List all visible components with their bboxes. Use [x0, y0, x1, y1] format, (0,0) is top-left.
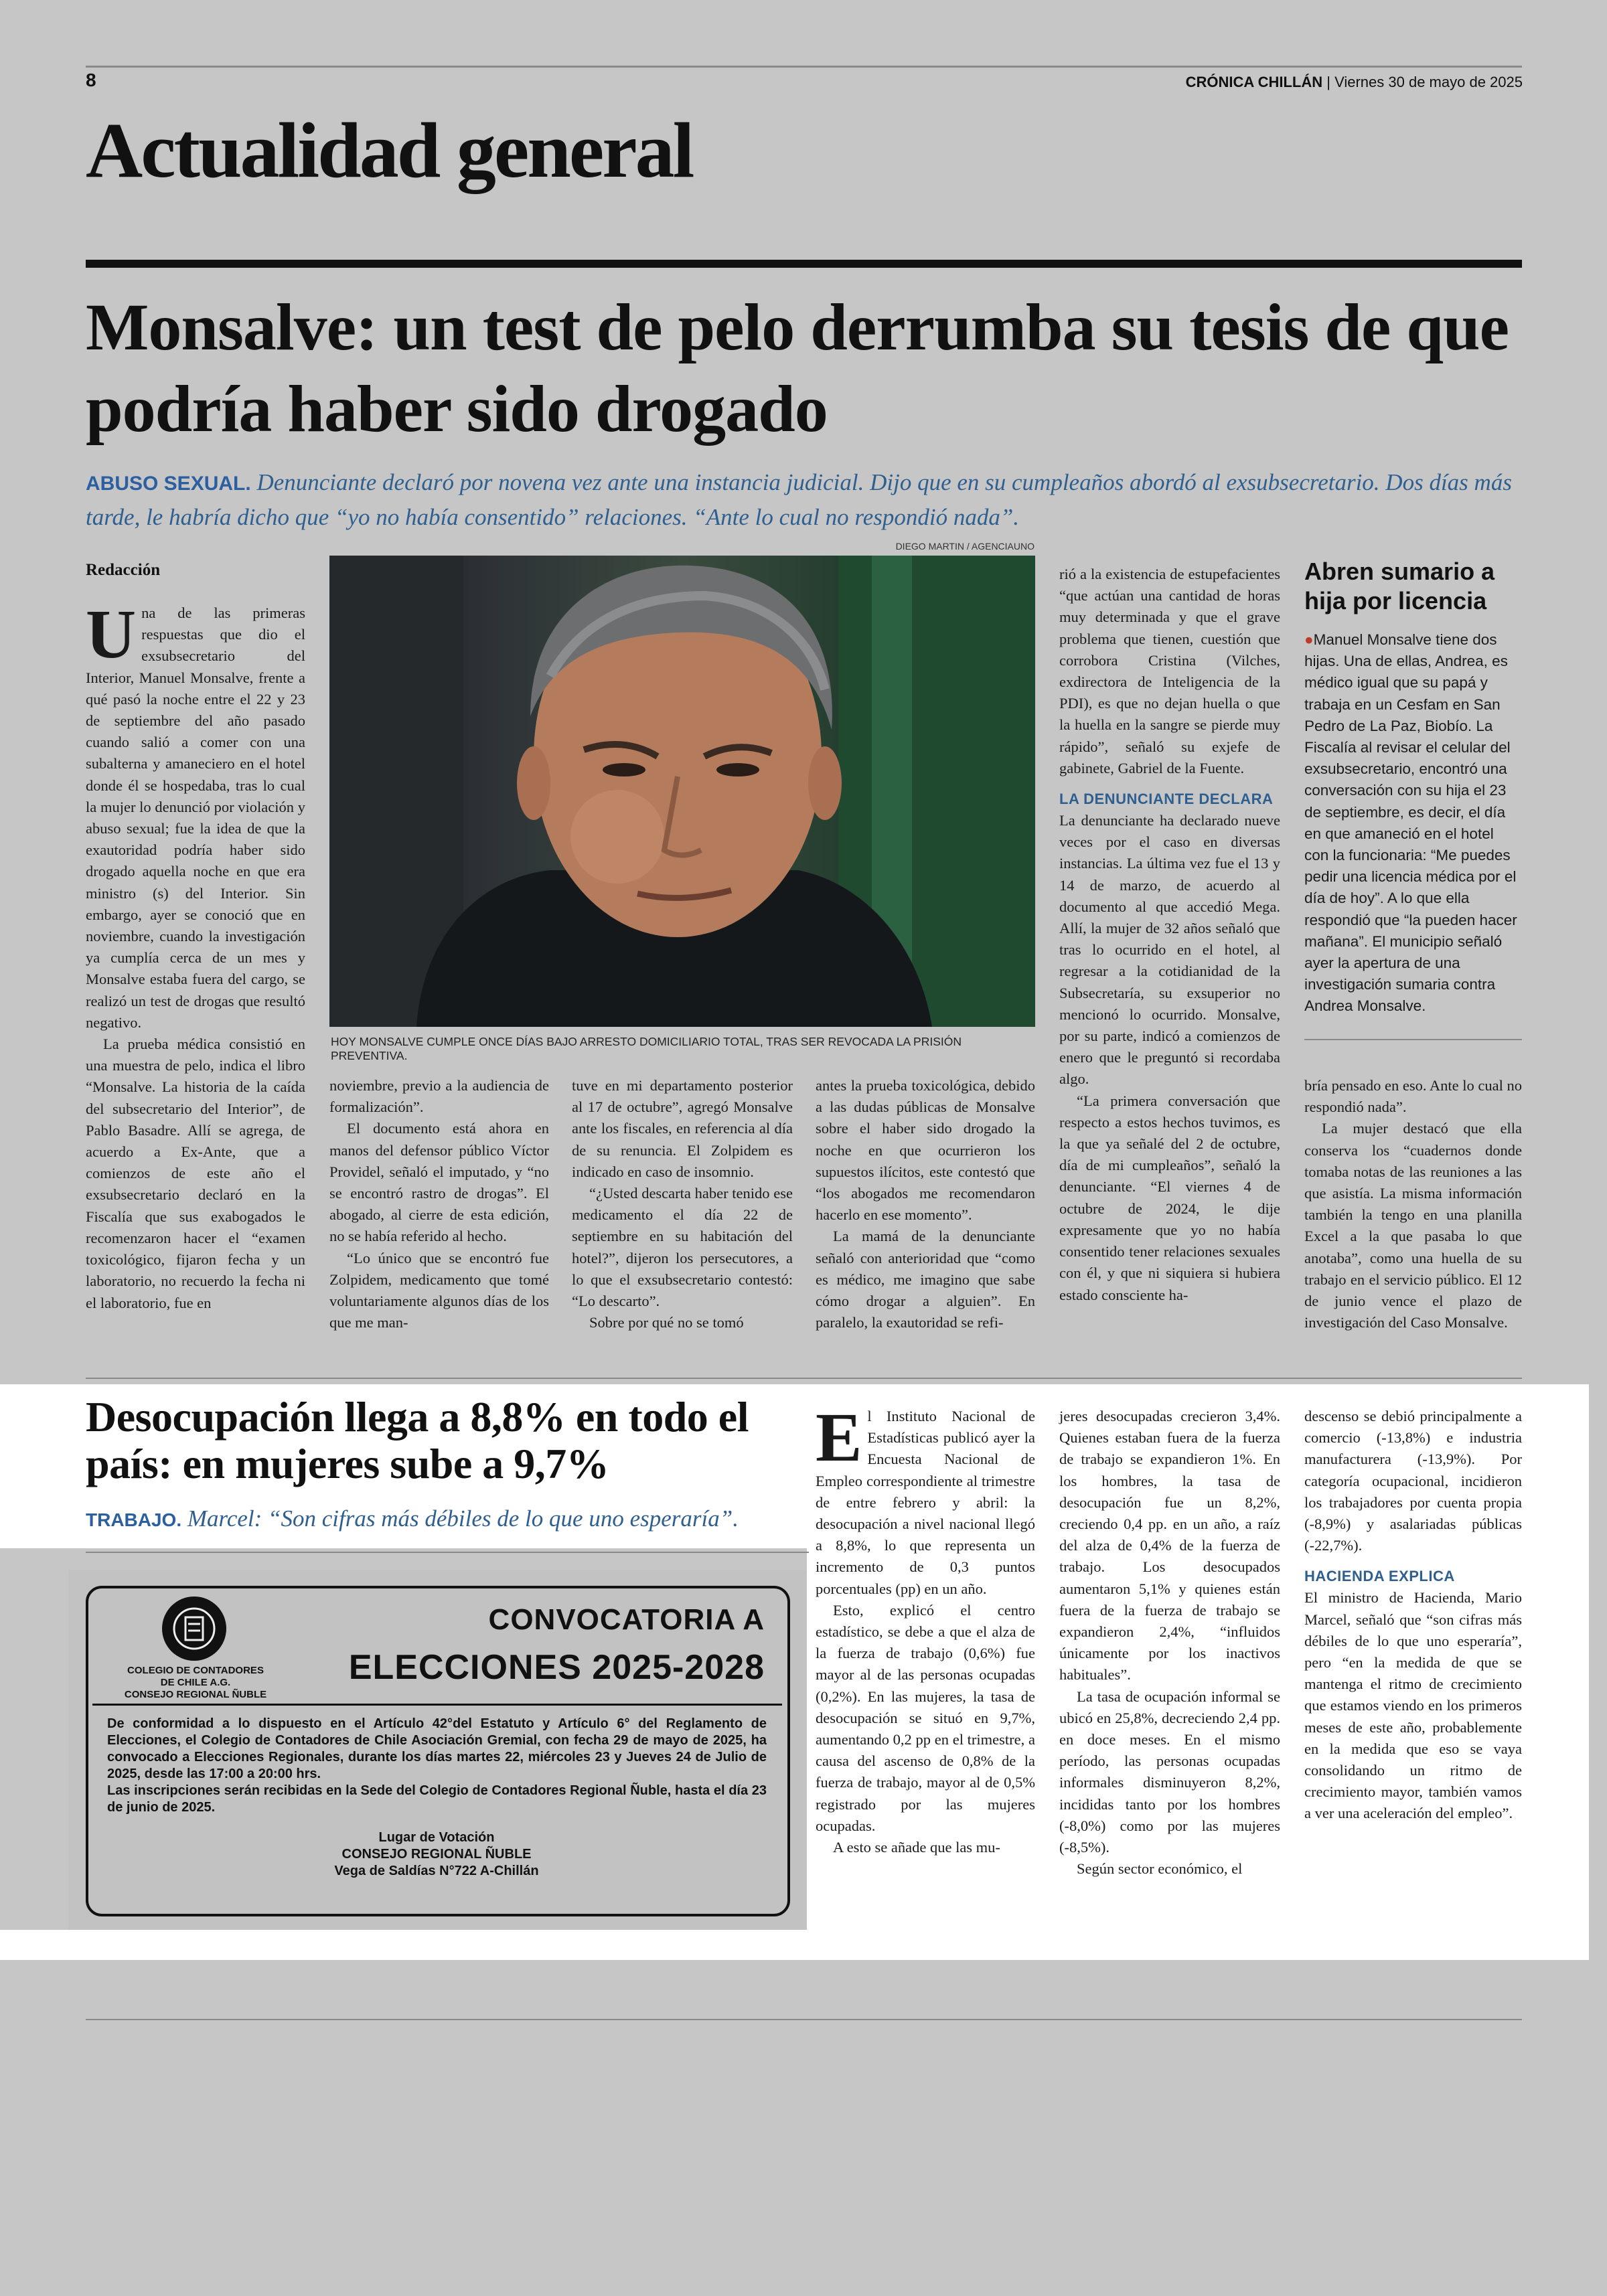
- second-col2-p1: jeres desocupadas crecieron 3,4%. Quienes estaban fuera de la fuerza de trabajo se expandieron 1%. En los hombres, la tasa de desocupación fue un 8,2%, creciendo 0,4 pp. en un año, a raíz del alza de 0,4% de la fuerza de trabajo. Los desocupados aumentaron 5,1% y quienes están fuera de la fuerza de trabajo se expandieron 2,4%, “influidos únicamente por los inactivos habituales”.: [1059, 1408, 1280, 1684]
- page-number: 8: [86, 70, 96, 90]
- main-col2-p1: noviembre, previo a la audiencia de formalización”.: [329, 1077, 549, 1116]
- main-col1-p1: na de las primeras respuestas que dio el exsubsecretario del Interior, Manuel Monsalve, frente a qué pasó la noche entre el 22 y 23 de septiembre del año pasado cuando salió a comer con una subalterna y amaneciero en el hotel donde él se hospedaba, tras lo cual la mujer lo denunció por violación y abuso sexual; fue la idea de que la exautoridad podría haber sido drogado aquella noche en que era ministro (s) del Interior. Sin embargo, ayer se conoció que en noviembre, cuando la investigación ya cumplía cerca de un mes y Monsalve estaba fuera del cargo, se realizó un test de drogas que resultó negativo.: [86, 604, 305, 1031]
- second-column-1: [816, 1399, 1035, 1858]
- ad-org-line1: COLEGIO DE CONTADORES: [127, 1665, 264, 1676]
- second-col3-p1: descenso se debió principalmente a comercio (-13,8%) e industria manufacturera (-13,9%). Por categoría ocupacional, incidieron los trabajadores por cuenta propia (-8,9%) y asalariadas públicas (-22,7%).: [1304, 1408, 1522, 1554]
- monsalve-photo: [329, 556, 1035, 1027]
- second-col2-p3: Según sector económico, el: [1077, 1860, 1243, 1878]
- main-col4-p1: antes la prueba toxicológica, debido a las dudas públicas de Monsalve sobre el haber sido drogado la noche en que ocurrieron los supuestos ilícitos, este contestó que “los abogados me recomendaron hacerlo en ese momento”.: [816, 1077, 1035, 1224]
- ad-org-line2: DE CHILE A.G.: [160, 1677, 231, 1688]
- main-col3-p1: tuve en mi departamento posterior al 17 de octubre”, agregó Monsalve ante los fiscales, en referencia al día de su renuncia. El Zolpidem es indicado en caso de insomnio.: [572, 1077, 793, 1180]
- sidebar-bullet-icon: ●: [1304, 631, 1314, 648]
- sidebar-body-text: Manuel Monsalve tiene dos hijas. Una de ellas, Andrea, es médico igual que su papá y trabaja en un Cesfam en San Pedro de La Paz, Biobío. La Fiscalía al revisar el celular del exsubsecretario, encontró una conversación con su hija el 23 de septiembre, es decir, el día en que amaneció en el hotel con la funcionaria: “Me puedes pedir una licencia médica por el día de hoy”. A lo que ella respondió que “la pueden hacer mañana”. El municipio señaló ayer la apertura de una investigación sumaria contra Andrea Monsalve.: [1304, 631, 1517, 1015]
- ad-box: [68, 1570, 806, 1930]
- main-col2-p2: El documento está ahora en manos del defensor público Víctor Providel, señaló el imputado, y “no se encontró rastro de drogas”. El abogado, al cierre de esta edición, no se había referido al hecho.: [329, 1120, 549, 1245]
- top-rule: [86, 66, 1522, 68]
- main-deck: [86, 466, 1519, 534]
- ad-body-text-2: Las inscripciones serán recibidas en la Sede del Colegio de Contadores Regional Ñuble, hasta el día 23 de junio de 2025.: [107, 1783, 767, 1815]
- ad-org-name: [115, 1665, 276, 1701]
- headline-top-rule: [86, 260, 1522, 268]
- second-headline: Desocupación llega a 8,8% en todo el país: en mujeres sube a 9,7%: [86, 1393, 749, 1487]
- main-deck-text: Denunciante declaró por novena vez ante una instancia judicial. Dijo que en su cumpleaños abordó al exsubsecretario. Dos días más tarde, le habría dicho que “yo no había consentido” relaciones. “Ante lo cual no respondió nada”.: [86, 469, 1512, 530]
- ad-logo: [162, 1596, 226, 1661]
- second-col1-p2: Esto, explicó el centro estadístico, se debe a que el alza de la fuerza de trabajo (0,6%) fue mayor al de las personas ocupadas (0,2%). En las mujeres, la tasa de desocupación se situó en 9,7%, aumentando 0,2 pp en el trimestre, a causa del ascenso de 0,8% de la fuerza de trabajo, mayor al de 0,5% registrado por las mujeres ocupadas.: [816, 1601, 1035, 1834]
- ad-org-line3: CONSEJO REGIONAL ÑUBLE: [124, 1689, 267, 1700]
- main-column-5: [1059, 564, 1280, 1306]
- main-column-1: [86, 596, 305, 1314]
- second-deck-text: Marcel: “Son cifras más débiles de lo que uno esperaría”.: [187, 1505, 739, 1532]
- sidebar-title: Abren sumario a hija por licencia: [1304, 558, 1495, 614]
- article-divider: [86, 1378, 1522, 1379]
- portrait-illustration: [329, 556, 1035, 1027]
- second-col3-p2: El ministro de Hacienda, Mario Marcel, señaló que “son cifras más débiles de lo que uno esperaría”, pero “en la medida de que se mantenga el ritmo de crecimiento que estamos viendo en los primeros meses de este año, probablemente en la medida que eso se vaya consolidando un ritmo de crecimiento mayor, también vamos a ver una aceleración del empleo”.: [1304, 1589, 1522, 1822]
- second-col1-p3: A esto se añade que las mu-: [833, 1839, 1000, 1856]
- ad-seal-icon: [171, 1605, 218, 1652]
- ad-vote-address: Vega de Saldías N°722 A-Chillán: [334, 1864, 539, 1878]
- main-column-2: [329, 1075, 549, 1333]
- issue-date: Viernes 30 de mayo de 2025: [1334, 74, 1523, 90]
- second-deck-rule: [86, 1552, 809, 1553]
- second-deck: [86, 1503, 809, 1536]
- main-col5-p2: La denunciante ha declarado nueve veces por el caso en diversas instancias. La última vez fue el 13 y 14 de marzo, de acuerdo al documento al que accedió Mega. Allí, la mujer de 32 años señaló que tras lo ocurrido en el hotel, al regresar a la cotidianidad de la Subsecretaría, su exsuperior no mencionó lo ocurrido. Monsalve, por su parte, indicó a comienzos de enero que le preguntó si recordaba algo.: [1059, 812, 1280, 1088]
- second-col2-p2: La tasa de ocupación informal se ubicó en 25,8%, decreciendo 2,4 pp. en doce meses. En el mismo período, las personas ocupadas informales disminuyeron 8,2%, incididas tanto por los hombres (-8,0%) como por las mujeres (-8,5%).: [1059, 1688, 1280, 1856]
- main-column-3: [572, 1075, 793, 1333]
- ad-title-rule: [92, 1704, 782, 1706]
- main-dropcap: U: [86, 596, 137, 673]
- main-col3-p2: “¿Usted descarta haber tenido ese medicamento el día 22 de septiembre en su habitación del hotel?”, dijeron los persecutores, a lo que el exsubsecretario contestó: “Lo descarto”.: [572, 1185, 793, 1310]
- ad-vote-place: CONSEJO REGIONAL ÑUBLE: [341, 1847, 532, 1862]
- sidebar-body: [1304, 629, 1522, 1017]
- main-col5-p3: “La primera conversación que respecto a estos hechos tuvimos, es la que ya señalé del 2 de octubre, día de mi cumpleaños”, señaló la denunciante. “El viernes 4 de octubre de 2024, le dije expresamente que yo no había consentido tener relaciones sexuales con él, y que ni siquiera si hubiera estado consciente ha-: [1059, 1092, 1280, 1303]
- main-col6-p1: bría pensado en eso. Ante lo cual no respondió nada”.: [1304, 1077, 1522, 1116]
- main-kicker: ABUSO SEXUAL.: [86, 473, 251, 495]
- ad-body-text: De conformidad a lo dispuesto en el Artículo 42°del Estatuto y Artículo 6° del Reglamento de Elecciones, el Colegio de Contadores de Chile Asociación Gremial, con fecha 29 de mayo de 2025, ha convocado a Elecciones Regionales, durante los días martes 22, miércoles 23 y Jueves 24 de Julio de 2025, desde las 17:00 a 20:00 hrs.: [107, 1716, 767, 1781]
- ad-body: [107, 1716, 767, 1816]
- ad-title-2: ELECCIONES 2025-2028: [348, 1648, 765, 1687]
- main-col6-p2: La mujer destacó que ella conserva los “cuadernos donde tomaba notas de las reuniones a las que asistía. La misma información también la tengo en una planilla Excel a la que pasaba lo que anotaba”, como una huella de su trabajo en el servicio público. El 12 de junio vence el plazo de investigación del Caso Monsalve.: [1304, 1120, 1522, 1331]
- main-col3-p3: Sobre por qué no se tomó: [589, 1314, 744, 1331]
- main-headline: Monsalve: un test de pelo derrumba su tesis de que podría haber sido drogado: [86, 290, 1509, 446]
- second-dropcap: E: [816, 1399, 862, 1476]
- second-column-2: [1059, 1406, 1280, 1880]
- second-col1-p1: l Instituto Nacional de Estadísticas publicó ayer la Encuesta Nacional de Empleo correspondiente al trimestre de entre febrero y abril: la desocupación a nivel nacional llegó a 8,8%, lo que representa un incremento de 0,3 puntos porcentuales (pp) en un año.: [816, 1408, 1035, 1597]
- photo-credit: DIEGO MARTIN / AGENCIAUNO: [895, 541, 1035, 552]
- second-kicker: TRABAJO.: [86, 1509, 182, 1530]
- main-col5-p1: rió a la existencia de estupefacientes “que actúan una cantidad de horas muy determinada y que el grave problema que tienen, cuestión que corrobora Cristina (Vilches, exdirectora de Inteligencia de la PDI), es que no dejan huella o que la huella en la sangre se pierde muy rápido”, señaló su exjefe de gabinete, Gabriel de la Fuente.: [1059, 566, 1280, 776]
- header-separator: |: [1326, 74, 1335, 90]
- sidebar-divider: [1304, 1039, 1522, 1040]
- second-col3-subhead: HACIENDA EXPLICA: [1304, 1568, 1455, 1585]
- highlight-region-under-ad: [0, 1930, 807, 1960]
- main-col5-subhead: LA DENUNCIANTE DECLARA: [1059, 791, 1274, 808]
- ad-title-1: CONVOCATORIA A: [488, 1603, 765, 1636]
- main-column-4: [816, 1075, 1035, 1333]
- main-col4-p2: La mamá de la denunciante señaló con anterioridad que “como es médico, me imagino que sabe cómo drogar a alguien”. En paralelo, la exautoridad se refi-: [816, 1228, 1035, 1331]
- ad-vote-label: Lugar de Votación: [378, 1830, 495, 1845]
- main-column-6: [1304, 1075, 1522, 1333]
- photo-caption: HOY MONSALVE CUMPLE ONCE DÍAS BAJO ARRESTO DOMICILIARIO TOTAL, TRAS SER REVOCADA LA PRISIÓN PREVENTIVA.: [331, 1035, 962, 1062]
- bottom-rule: [86, 2019, 1522, 2020]
- main-col1-p2: La prueba médica consistió en una muestra de pelo, indica el libro “Monsalve. La historia de la caída del subsecretario del Interior”, de Pablo Basadre. Allí se agrega, de acuerdo a Ex-Ante, que a comienzos de este año el exsubsecretario declaró en la Fiscalía que sus exabogados le recomenzaron hacer el “examen toxicológico, fijaron fecha y un laboratorio, no recuerdo la fecha ni el laboratorio, fue en: [86, 1036, 305, 1311]
- ad-vote-block: [269, 1829, 604, 1880]
- main-col2-p3: “Lo único que se encontró fue Zolpidem, medicamento que tomé voluntariamente algunos días de los que me man-: [329, 1249, 549, 1331]
- publication-name: CRÓNICA CHILLÁN: [1185, 74, 1323, 90]
- second-column-3: [1304, 1406, 1522, 1825]
- byline: Redacción: [86, 561, 161, 579]
- section-title: Actualidad general: [86, 106, 693, 194]
- page-header-info: [1186, 74, 1523, 91]
